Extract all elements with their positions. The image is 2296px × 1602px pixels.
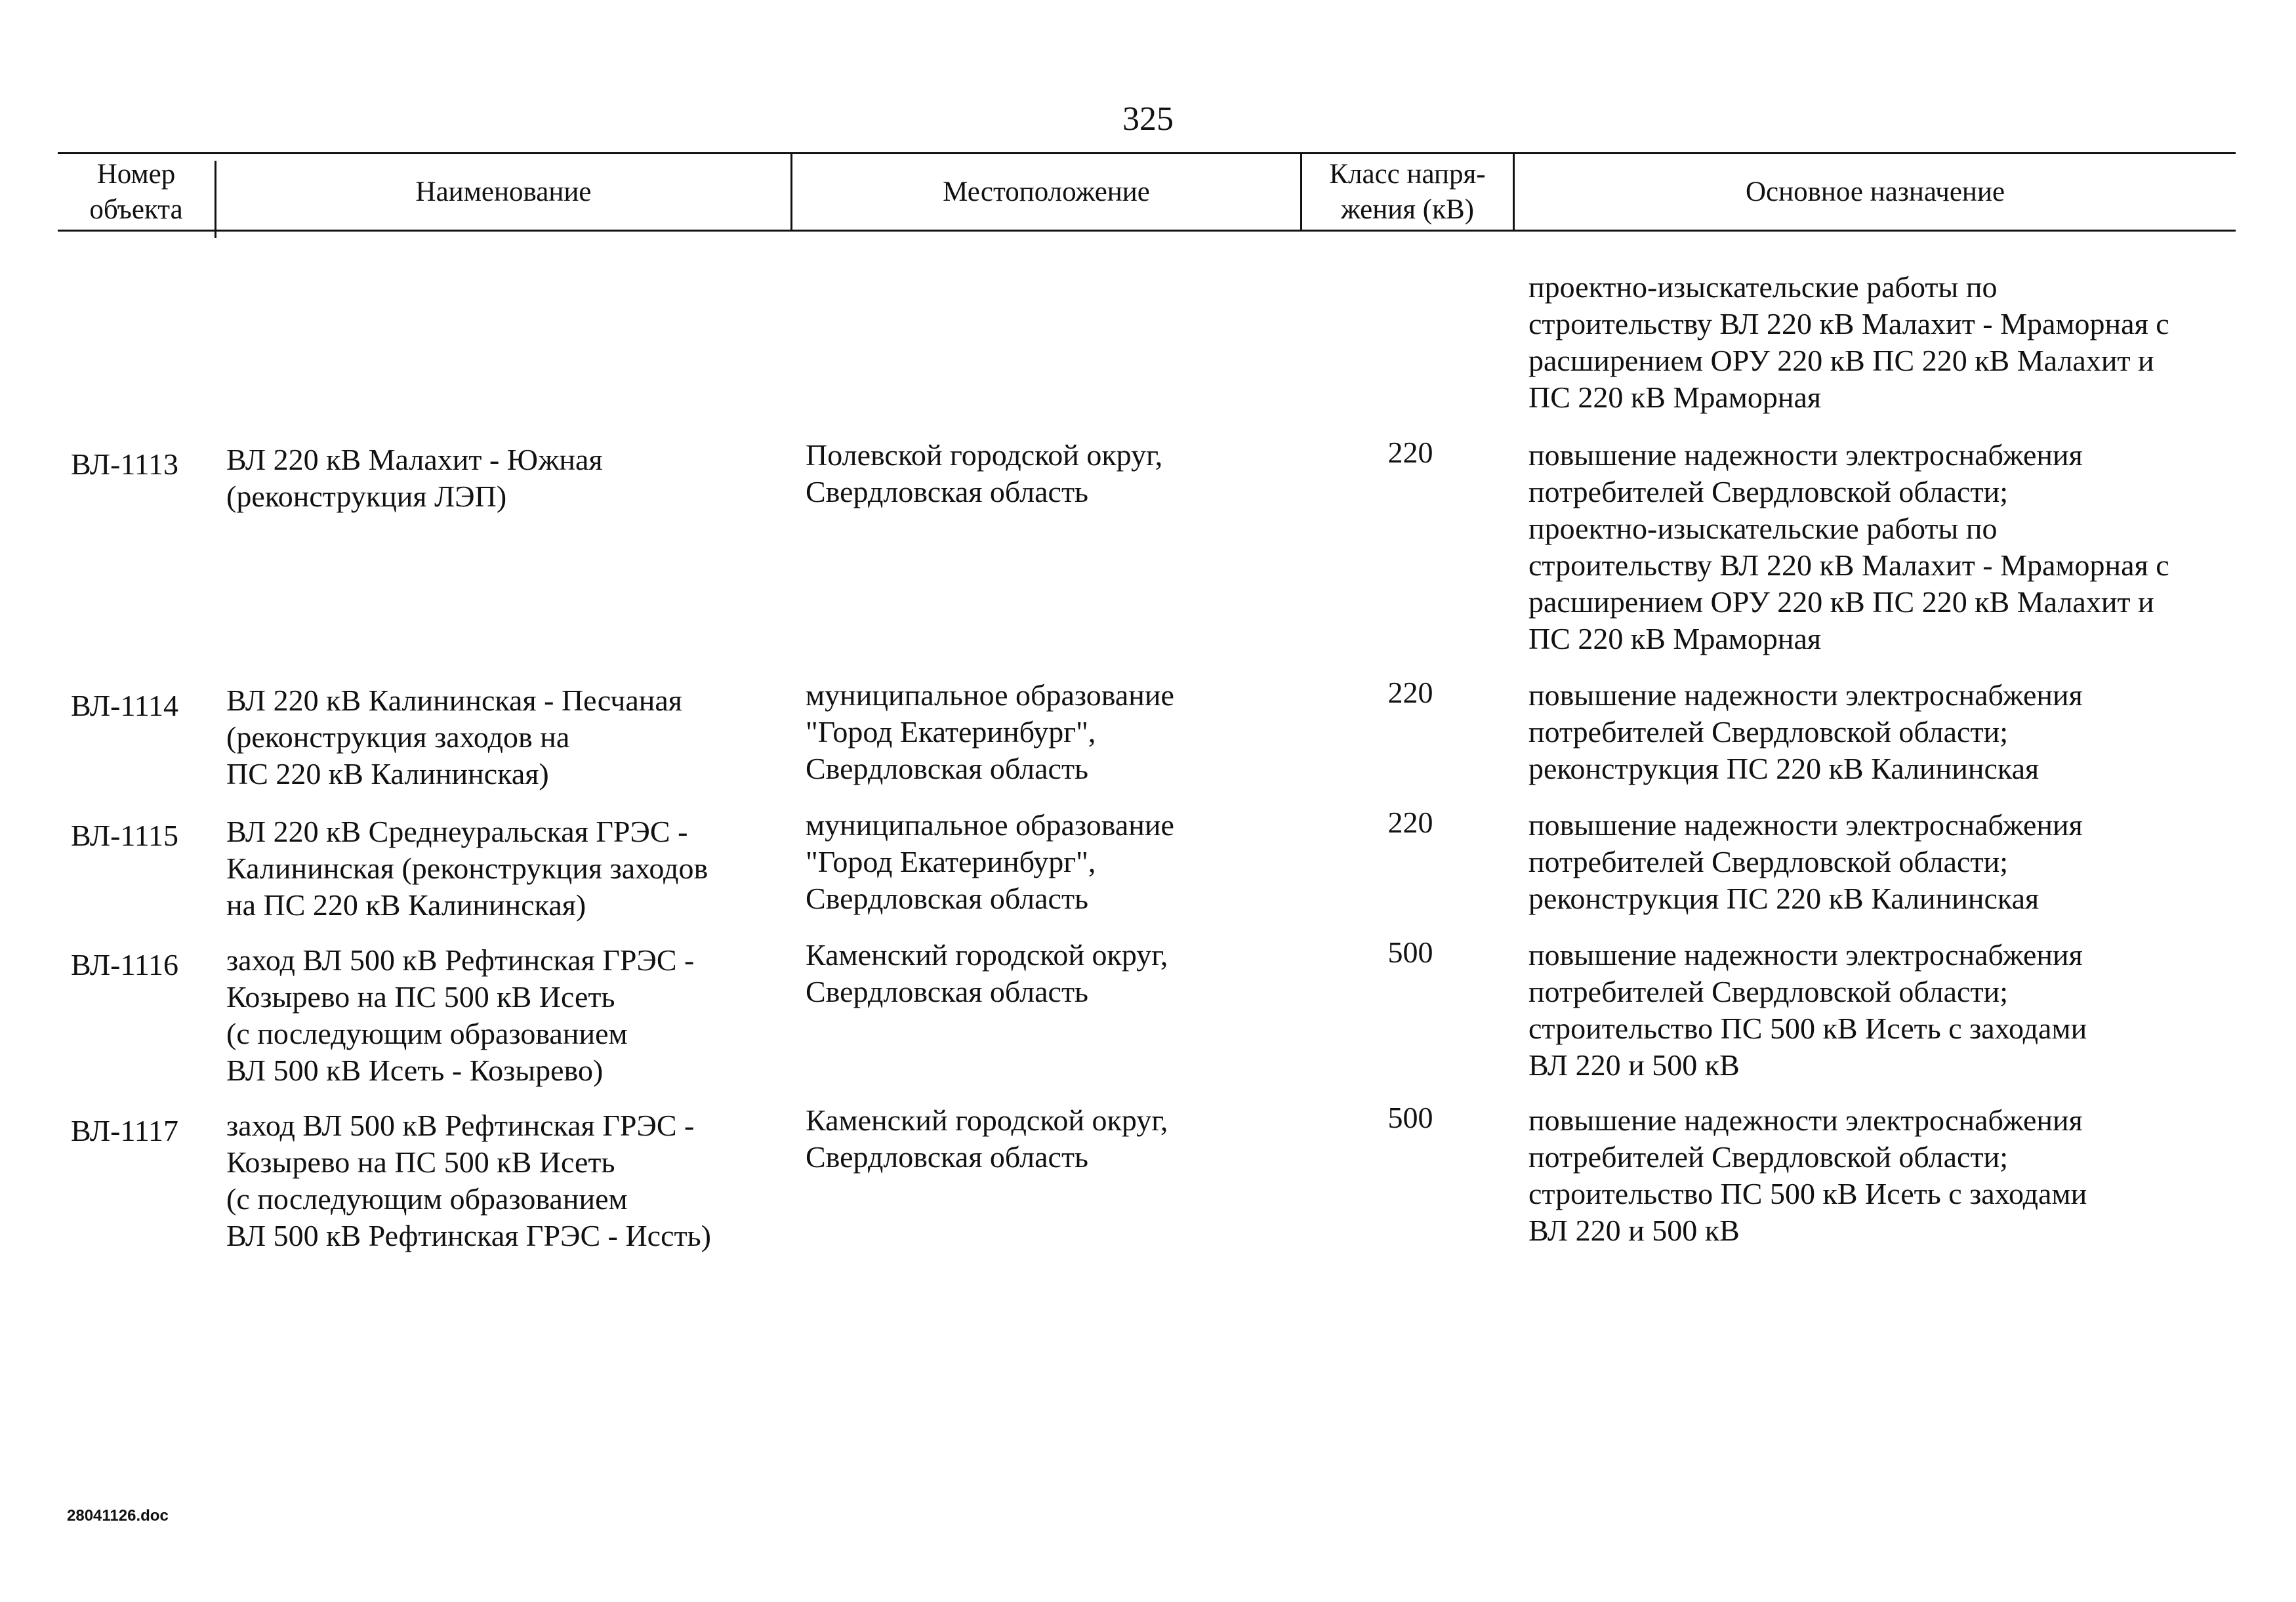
row-location: Полевской городской округ, Свердловская область	[806, 438, 1163, 508]
row-number: ВЛ-1117	[71, 1114, 179, 1147]
header-name	[216, 155, 790, 230]
row-location: муниципальное образование "Город Екатеринбург", Свердловская область	[806, 808, 1174, 915]
row-number: ВЛ-1114	[71, 689, 179, 722]
header-voltage	[1302, 155, 1513, 230]
header-location	[792, 155, 1300, 230]
row-number: ВЛ-1113	[71, 447, 179, 481]
row-number: ВЛ-1115	[71, 819, 179, 852]
row-location: Каменский городской округ, Свердловская область	[806, 1103, 1168, 1174]
page-number: 325	[1122, 100, 1174, 138]
row-voltage: 500	[1387, 935, 1433, 969]
header-number-text: Номер объекта	[89, 159, 183, 225]
header-number	[58, 155, 215, 230]
row-name: ВЛ 220 кВ Калининская - Песчаная (реконструкция заходов на ПС 220 кВ Калининская)	[226, 684, 682, 791]
row-name: заход ВЛ 500 кВ Рефтинская ГРЭС - Козырево на ПС 500 кВ Исеть (с последующим образованием ВЛ 500 кВ Исеть - Козырево)	[226, 943, 695, 1087]
row-purpose: повышение надежности электроснабжения потребителей Свердловской области; реконструкция ПС 220 кВ Калининская	[1528, 808, 2083, 915]
header-purpose	[1515, 155, 2236, 230]
footer-filename: 28041126.doc	[67, 1507, 169, 1525]
header-bottom-rule	[58, 230, 2236, 232]
row-location: Каменский городской округ, Свердловская область	[806, 938, 1168, 1008]
row-voltage: 220	[1387, 436, 1433, 469]
continuation-purpose: проектно-изыскательские работы по строительству ВЛ 220 кВ Малахит - Мраморная с расширением ОРУ 220 кВ ПС 220 кВ Малахит и ПС 220 кВ Мраморная	[1528, 270, 2169, 414]
row-voltage: 500	[1387, 1101, 1433, 1134]
header-purpose-text: Основное назначение	[1745, 176, 2005, 207]
header-voltage-text: Класс напря- жения (кВ)	[1329, 159, 1486, 225]
header-top-rule	[58, 152, 2236, 154]
row-name: заход ВЛ 500 кВ Рефтинская ГРЭС - Козырево на ПС 500 кВ Исеть (с последующим образованием ВЛ 500 кВ Рефтинская ГРЭС - Иссть)	[226, 1109, 711, 1252]
row-purpose: повышение надежности электроснабжения потребителей Свердловской области; строительство ПС 500 кВ Исеть с заходами ВЛ 220 и 500 кВ	[1528, 1103, 2087, 1247]
row-name: ВЛ 220 кВ Малахит - Южная (реконструкция ЛЭП)	[226, 443, 603, 513]
header-name-text: Наименование	[415, 176, 592, 207]
row-purpose: повышение надежности электроснабжения потребителей Свердловской области; строительство ПС 500 кВ Исеть с заходами ВЛ 220 и 500 кВ	[1528, 938, 2087, 1082]
row-name: ВЛ 220 кВ Среднеуральская ГРЭС - Калининская (реконструкция заходов на ПС 220 кВ Калининская)	[226, 815, 708, 922]
row-number: ВЛ-1116	[71, 948, 179, 981]
header-location-text: Местоположение	[943, 176, 1150, 207]
row-purpose: повышение надежности электроснабжения потребителей Свердловской области; реконструкция ПС 220 кВ Калининская	[1528, 678, 2083, 785]
row-voltage: 220	[1387, 806, 1433, 839]
row-purpose: повышение надежности электроснабжения потребителей Свердловской области; проектно-изыскательские работы по строительству ВЛ 220 кВ Малахит - Мраморная с расширением ОРУ 220 кВ ПС 220 кВ Малахит и ПС 220 кВ Мраморная	[1528, 438, 2169, 655]
row-location: муниципальное образование "Город Екатеринбург", Свердловская область	[806, 678, 1174, 785]
row-voltage: 220	[1387, 676, 1433, 709]
